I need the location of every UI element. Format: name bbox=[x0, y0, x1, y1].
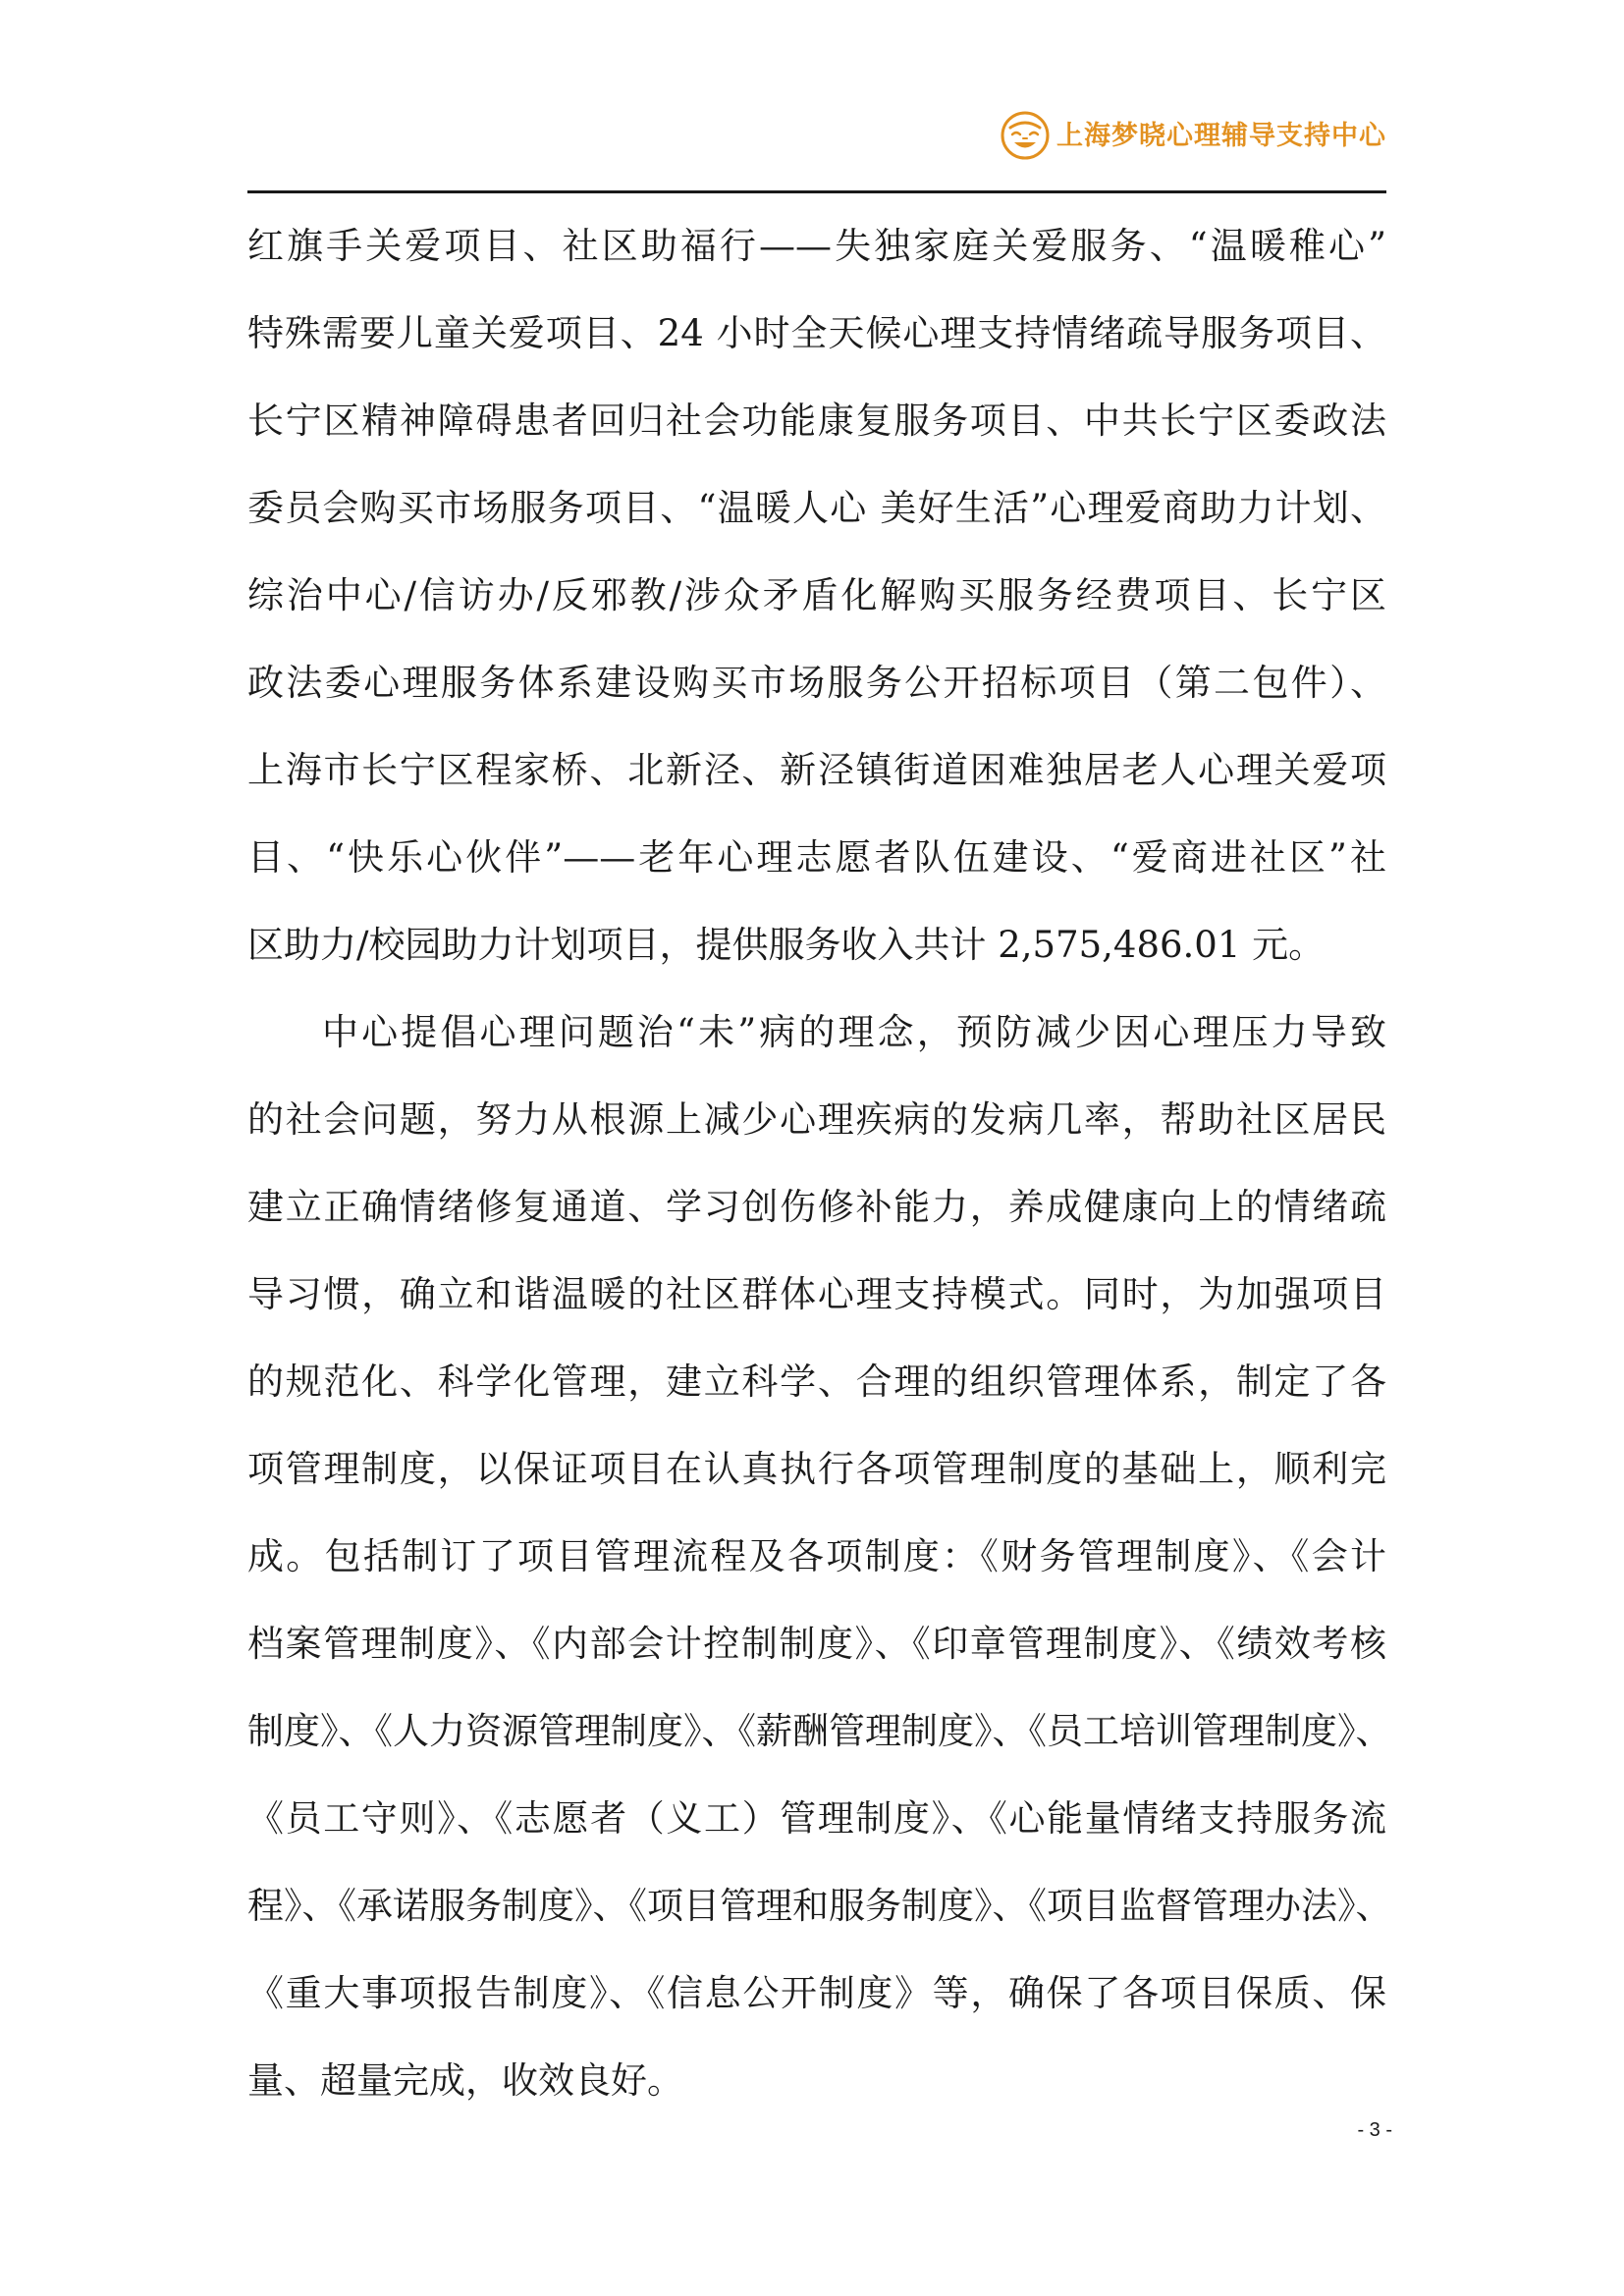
text-line: 量、超量完成，收效良好。 bbox=[247, 2059, 683, 2102]
text-line: 中心提倡心理问题治“未”病的理念，预防减少因心理压力导致 bbox=[322, 1011, 1386, 1053]
header-divider bbox=[247, 190, 1386, 193]
paragraph-funded-projects bbox=[247, 202, 1386, 988]
text-line: 区助力/校园助力计划项目，提供服务收入共计 2,575,486.01 元。 bbox=[247, 924, 1326, 966]
page-number: - 3 - bbox=[1357, 2119, 1392, 2141]
document-body bbox=[247, 202, 1392, 2124]
organization-logo bbox=[1000, 110, 1386, 161]
text-line: 目、“快乐心伙伴”——老年心理志愿者队伍建设、“爱商进社区”社 bbox=[247, 836, 1386, 879]
text-line: 成。包括制订了项目管理流程及各项制度：《财务管理制度》、《会计 bbox=[247, 1535, 1386, 1577]
page-header bbox=[247, 108, 1386, 194]
text-line: 的规范化、科学化管理，建立科学、合理的组织管理体系，制定了各 bbox=[247, 1361, 1386, 1403]
text-line: 委员会购买市场服务项目、“温暖人心 美好生活”心理爱商助力计划、 bbox=[247, 487, 1386, 529]
text-line: 档案管理制度》、《内部会计控制制度》、《印章管理制度》、《绩效考核 bbox=[247, 1623, 1386, 1665]
text-line: 综治中心/信访办/反邪教/涉众矛盾化解购买服务经费项目、长宁区 bbox=[247, 574, 1386, 616]
text-line: 《重大事项报告制度》、《信息公开制度》等，确保了各项目保质、保 bbox=[247, 1972, 1386, 2014]
text-line: 制度》、《人力资源管理制度》、《薪酬管理制度》、《员工培训管理制度》、 bbox=[247, 1710, 1392, 1752]
text-line: 上海市长宁区程家桥、北新泾、新泾镇街道困难独居老人心理关爱项 bbox=[247, 749, 1386, 791]
text-line: 导习惯，确立和谐温暖的社区群体心理支持模式。同时，为加强项目 bbox=[247, 1273, 1386, 1315]
organization-name: 上海梦晓心理辅导支持中心 bbox=[1056, 120, 1386, 151]
text-line: 特殊需要儿童关爱项目、24 小时全天候心理支持情绪疏导服务项目、 bbox=[247, 312, 1386, 354]
text-line: 的社会问题，努力从根源上减少心理疾病的发病几率，帮助社区居民 bbox=[247, 1098, 1386, 1141]
text-line: 红旗手关爱项目、社区助福行——失独家庭关爱服务、“温暖稚心” bbox=[247, 225, 1386, 267]
meng-xiao-logo-icon bbox=[1000, 110, 1051, 161]
text-line: 《员工守则》、《志愿者（义工）管理制度》、《心能量情绪支持服务流 bbox=[247, 1797, 1386, 1840]
text-line: 长宁区精神障碍患者回归社会功能康复服务项目、中共长宁区委政法 bbox=[247, 400, 1386, 442]
text-line: 程》、《承诺服务制度》、《项目管理和服务制度》、《项目监督管理办法》、 bbox=[247, 1885, 1392, 1927]
text-line: 建立正确情绪修复通道、学习创伤修补能力，养成健康向上的情绪疏 bbox=[247, 1186, 1386, 1228]
text-line: 政法委心理服务体系建设购买市场服务公开招标项目（第二包件）、 bbox=[247, 662, 1386, 704]
paragraph-management-system bbox=[247, 988, 1392, 2124]
text-line: 项管理制度，以保证项目在认真执行各项管理制度的基础上，顺利完 bbox=[247, 1448, 1386, 1490]
